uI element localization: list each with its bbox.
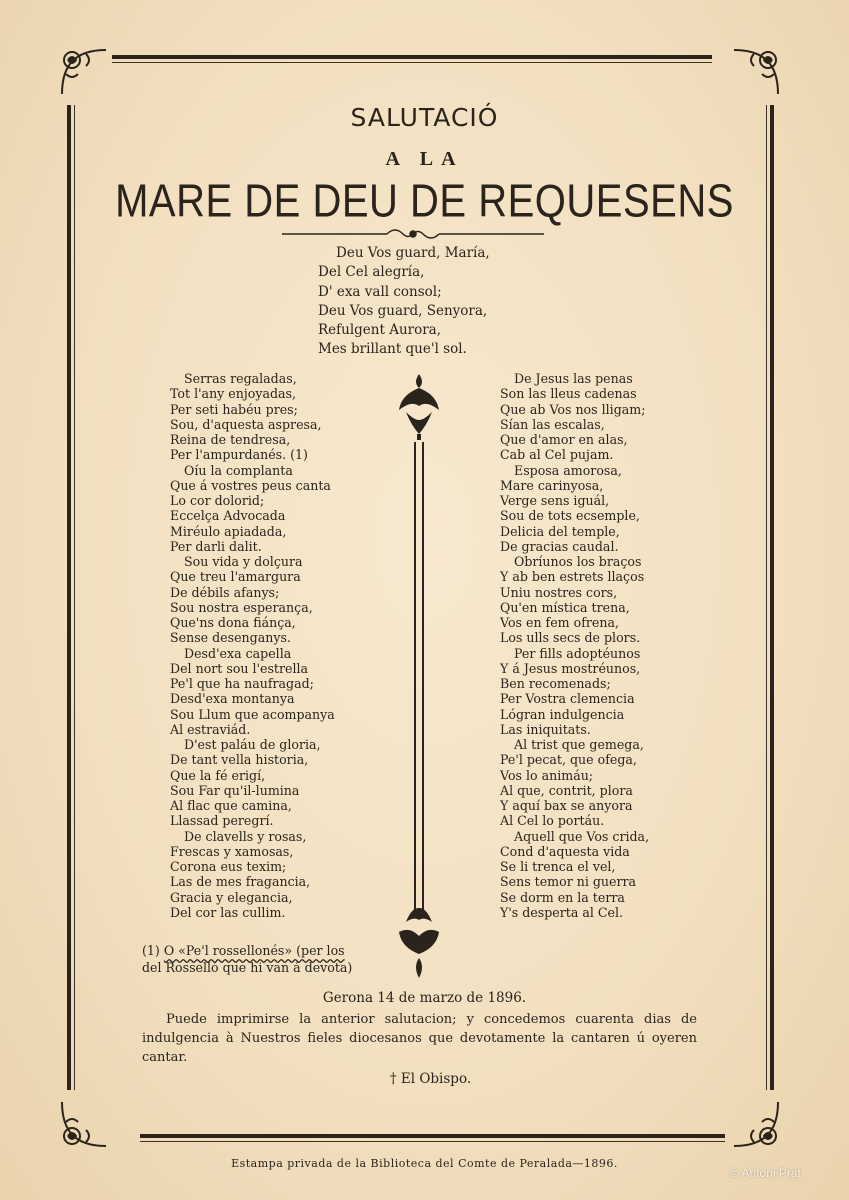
verse-line: Cab al Cel pujam. (500, 447, 614, 463)
verse-line: Per l'ampurdanés. (1) (170, 447, 308, 463)
intro-line: Mes brillant que'l sol. (318, 341, 467, 358)
border-left-rule (67, 105, 71, 1090)
border-bottom-rule-inner (140, 1141, 725, 1142)
footnote-text: O «Pe'l rossellonés» (per los (163, 943, 345, 958)
corner-flourish-icon (56, 44, 112, 100)
verse-line: D'est paláu de gloria, (184, 737, 321, 752)
verse-line: Son las lleus cadenas (500, 386, 637, 402)
right-column (500, 371, 700, 920)
verse-line: Las iniquitats. (500, 721, 591, 737)
title-ornament-icon (282, 226, 544, 240)
verse-line: Per seti habéu pres; (170, 401, 298, 417)
verse-line: Desd'exa capella (184, 645, 292, 661)
border-left-rule-inner (74, 105, 75, 1090)
verse-line: Gracia y elegancia, (170, 889, 293, 905)
approval-date: Gerona 14 de marzo de 1896. (322, 990, 527, 1006)
verse-line: Se li trenca el vel, (500, 859, 616, 874)
verse-line: De gracias caudal. (500, 538, 619, 554)
verse-line: Y aquí bax se anyora (500, 798, 633, 813)
verse-line: Al flac que camina, (170, 798, 292, 813)
bishop-signature: † El Obispo. (389, 1071, 472, 1087)
verse-line: Sens temor ni guerra (500, 874, 637, 890)
title-a-la: A LA (385, 148, 464, 170)
verse-line: Per Vostra clemencia (500, 691, 635, 707)
column-divider-icon (394, 372, 444, 984)
title-salutacio: SALUTACIÓ (350, 103, 499, 132)
verse-line: Eccelça Advocada (170, 508, 286, 524)
verse-line: Los ulls secs de plors. (500, 630, 641, 646)
border-bottom-rule (140, 1134, 725, 1138)
verse-line: Al trist que gemega, (514, 737, 644, 752)
corner-flourish-icon (56, 1096, 112, 1152)
verse-line: De clavells y rosas, (184, 828, 307, 844)
intro-line: D' exa vall consol; (318, 283, 442, 300)
verse-line: Que ab Vos nos lligam; (500, 401, 646, 417)
verse-line: Miréulo apiadada, (170, 523, 287, 539)
verse-line: Tot l'any enjoyadas, (170, 386, 297, 402)
indulgence-text (142, 1010, 697, 1067)
verse-line: Sou nostra esperança, (170, 599, 313, 615)
intro-stanza (318, 244, 578, 360)
verse-line: De Jesus las penas (514, 371, 633, 386)
intro-line: Deu Vos guard, María, (336, 245, 490, 261)
verse-line: Pe'l pecat, que ofega, (500, 752, 637, 768)
border-top-rule-inner (112, 62, 712, 63)
footnote (142, 942, 382, 976)
verse-line: Sou, d'aquesta aspresa, (170, 416, 322, 432)
verse-line: Lo cor dolorid; (170, 493, 265, 508)
intro-line: Del Cel alegría, (318, 264, 425, 281)
verse-line: Corona eus texim; (170, 859, 287, 874)
border-top-rule (112, 55, 712, 59)
verse-line: Delicia del temple, (500, 523, 620, 539)
verse-line: Desd'exa montanya (170, 691, 295, 707)
corner-flourish-icon (728, 1096, 784, 1152)
left-column (170, 371, 380, 920)
verse-line: Al Cel lo portáu. (500, 813, 605, 829)
verse-line: Obríunos los braços (514, 554, 642, 569)
verse-line: Mare carinyosa, (500, 477, 604, 493)
verse-line: Vos lo animáu; (500, 767, 594, 783)
verse-line: Al estraviád. (170, 721, 251, 737)
verse-line: Qu'en mística trena, (500, 599, 630, 615)
verse-line: Que'ns dona fiánça, (170, 615, 296, 630)
indulgence-paragraph: Puede imprimirse la anterior salutacion; y concedemos cuarenta dias de indulgencia à Nuestros fieles diocesanos que devotamente la cantaren ú oyeren cantar. (142, 1012, 697, 1065)
verse-line: Frescas y xamosas, (170, 843, 294, 859)
verse-line: Del nort sou l'estrella (170, 660, 309, 676)
footnote-marker: (1) (142, 943, 160, 958)
verse-line: Ben recomenads; (500, 676, 611, 691)
verse-line: Al que, contrit, plora (500, 782, 633, 798)
title-main: MARE DE DEU DE REQUESENS (115, 176, 734, 227)
footnote-line-2: del Rosselló que hi van á devota) (142, 960, 353, 975)
verse-line: Las de mes fragancia, (170, 874, 311, 890)
verse-line: Lógran indulgencia (500, 706, 625, 722)
verse-line: Sou Llum que acompanya (170, 706, 335, 722)
verse-line: Sían las escalas, (500, 416, 605, 432)
corner-flourish-icon (728, 44, 784, 100)
verse-line: Llassad peregrí. (170, 813, 274, 829)
verse-line: De tant vella historia, (170, 752, 309, 768)
verse-line: Que la fé erigí, (170, 767, 266, 783)
verse-line: Se dorm en la terra (500, 889, 625, 905)
intro-line: Deu Vos guard, Senyora, (318, 302, 488, 319)
printer-note: Estampa privada de la Biblioteca del Comte de Peralada—1896. (231, 1157, 618, 1170)
verse-line: Que d'amor en alas, (500, 432, 628, 447)
verse-line: Per fills adoptéunos (514, 645, 641, 661)
verse-line: Esposa amorosa, (514, 462, 622, 478)
verse-line: Sou vida y dolçura (184, 554, 303, 569)
verse-line: Y ab ben estrets llaços (500, 569, 645, 585)
verse-line: Reina de tendresa, (170, 432, 291, 447)
verse-line: Que á vostres peus canta (170, 477, 331, 493)
border-right-rule (770, 105, 774, 1090)
verse-line: De débils afanys; (170, 584, 280, 600)
intro-line: Refulgent Aurora, (318, 322, 442, 339)
verse-line: Sense desenganys. (170, 630, 291, 646)
verse-line: Y's desperta al Cel. (500, 904, 623, 920)
verse-line: Serras regaladas, (184, 371, 297, 386)
verse-line: Sou de tots ecsemple, (500, 508, 640, 524)
verse-line: Aquell que Vos crida, (514, 828, 650, 844)
verse-line: Verge sens iguál, (500, 493, 610, 508)
verse-line: Del cor las cullim. (170, 904, 286, 920)
verse-line: Oíu la complanta (184, 462, 293, 478)
border-right-rule-inner (766, 105, 767, 1090)
copyright-watermark: © Antoni Prat (730, 1166, 801, 1180)
verse-line: Sou Far qu'il-lumina (170, 782, 300, 798)
verse-line: Pe'l que ha naufragad; (170, 676, 314, 691)
verse-line: Que treu l'amargura (170, 569, 301, 585)
verse-line: Y á Jesus mostréunos, (500, 660, 641, 676)
verse-line: Uniu nostres cors, (500, 584, 618, 600)
verse-line: Per darli dalit. (170, 538, 262, 554)
verse-line: Vos en fem ofrena, (500, 615, 619, 630)
verse-line: Cond d'aquesta vida (500, 843, 630, 859)
footnote-line-1 (142, 942, 382, 959)
